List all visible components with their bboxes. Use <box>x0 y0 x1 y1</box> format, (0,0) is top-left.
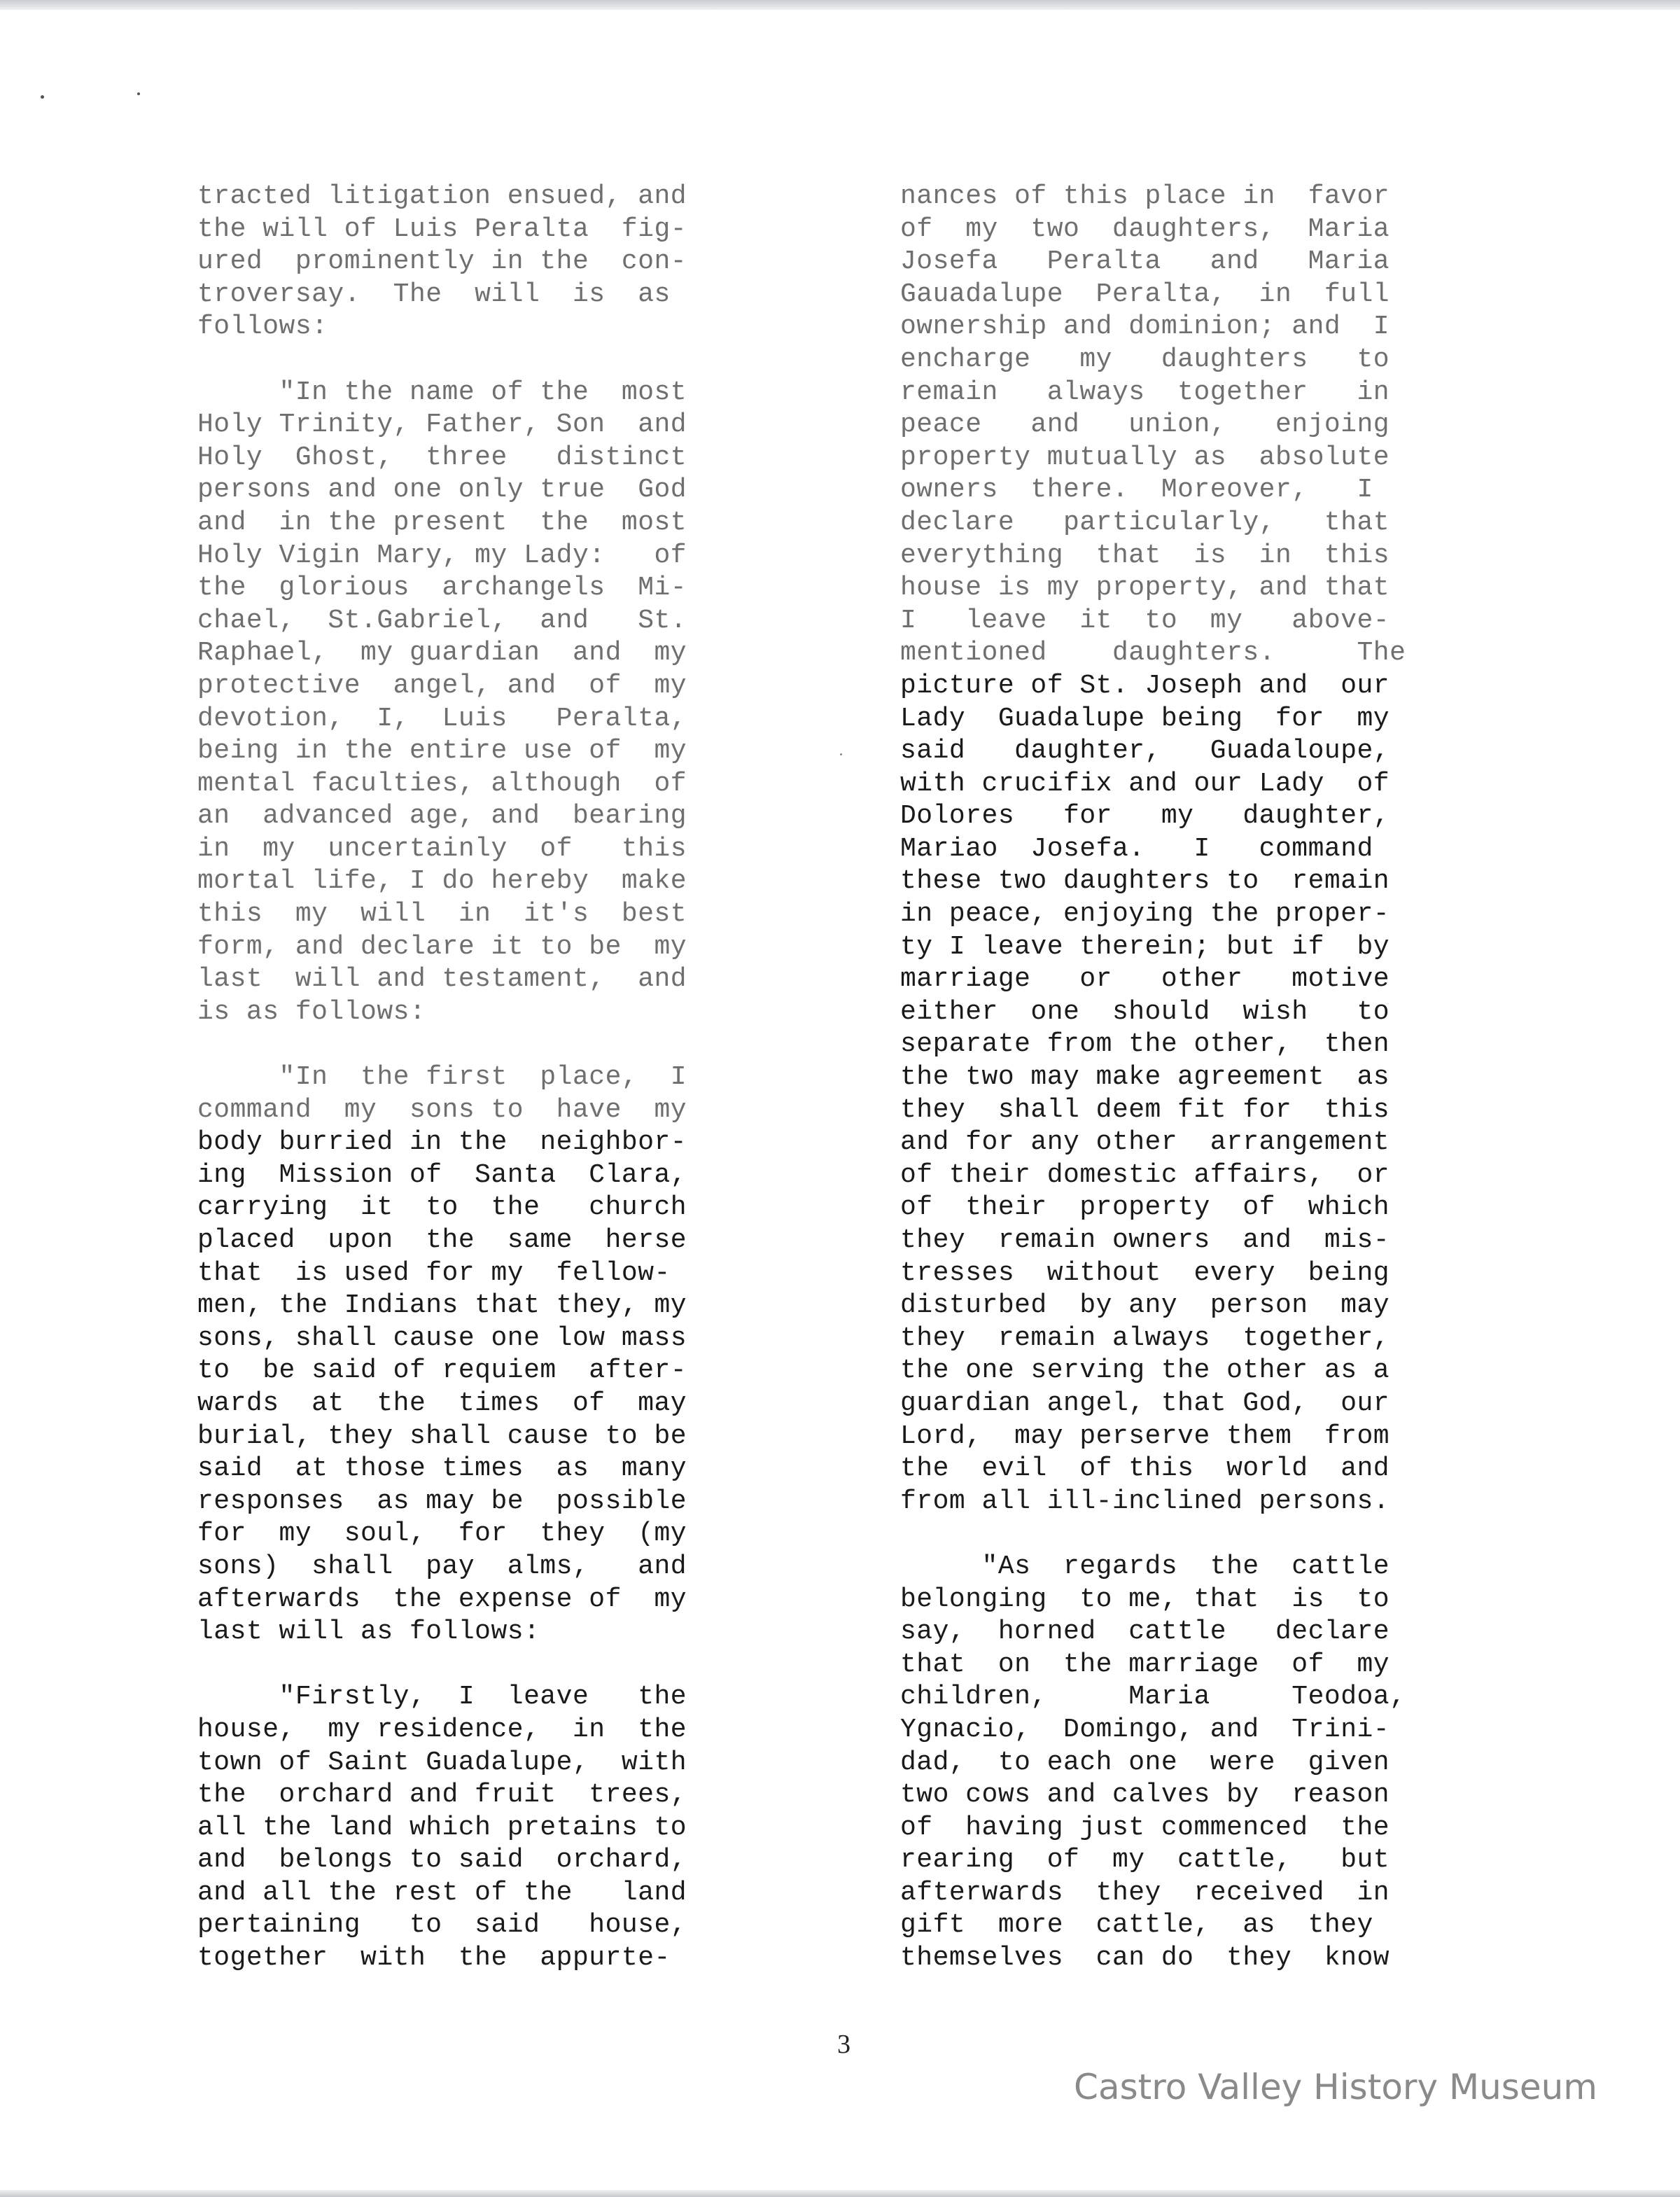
text-line: house, my residence, in the <box>197 1714 687 1745</box>
text-line: placed upon the same herse <box>197 1225 687 1255</box>
text-line: Lord, may perserve them from <box>900 1421 1390 1451</box>
text-line: "As regards the cattle <box>900 1551 1390 1582</box>
text-line: either one should wish to <box>900 996 1390 1027</box>
text-line: persons and one only true God <box>197 475 687 505</box>
text-line: devotion, I, Luis Peralta, <box>197 703 687 734</box>
text-line: last will and testament, and <box>197 964 687 995</box>
text-line: wards at the times of may <box>197 1388 687 1418</box>
text-line: said daughter, Guadaloupe, <box>900 736 1390 767</box>
text-line: "In the name of the most <box>197 377 687 407</box>
left-text-column <box>197 181 799 1975</box>
text-line: they remain owners and mis- <box>900 1225 1390 1255</box>
text-line: themselves can do they know <box>900 1943 1390 1974</box>
text-line: ured prominently in the con- <box>197 246 687 277</box>
text-line: last will as follows: <box>197 1617 540 1647</box>
text-line: and for any other arrangement <box>900 1127 1390 1158</box>
text-line: children, Maria Teodoa, <box>900 1682 1406 1713</box>
text-line: pertaining to said house, <box>197 1910 687 1941</box>
text-line: together with the appurte- <box>197 1943 671 1974</box>
text-line: Ygnacio, Domingo, and Trini- <box>900 1714 1390 1745</box>
text-line: ing Mission of Santa Clara, <box>197 1159 687 1190</box>
text-line: disturbed by any person may <box>900 1290 1390 1321</box>
text-line: Gauadalupe Peralta, in full <box>900 279 1390 309</box>
text-line: dad, to each one were given <box>900 1747 1390 1778</box>
paragraph-gap <box>197 1649 799 1682</box>
text-line: of my two daughters, Maria <box>900 214 1390 244</box>
text-line: of their property of which <box>900 1192 1390 1223</box>
text-line: remain always together in <box>900 377 1390 407</box>
text-line: they remain always together, <box>900 1323 1390 1353</box>
text-line: declare particularly, that <box>900 507 1390 538</box>
right-text-column <box>900 181 1502 1975</box>
text-line: nances of this place in favor <box>900 181 1390 211</box>
page-number: 3 <box>837 2030 850 2059</box>
text-line: responses as may be possible <box>197 1486 687 1516</box>
text-line: afterwards they received in <box>900 1877 1390 1908</box>
text-line: in my uncertainly of this <box>197 833 687 864</box>
text-line: that on the marriage of my <box>900 1649 1390 1680</box>
text-line: Mariao Josefa. I command <box>900 833 1373 864</box>
text-line: burial, they shall cause to be <box>197 1421 687 1451</box>
text-line: and all the rest of the land <box>197 1877 687 1908</box>
text-line: rearing of my cattle, but <box>900 1845 1390 1876</box>
text-line: to be said of requiem after- <box>197 1355 687 1386</box>
text-line: guardian angel, that God, our <box>900 1388 1390 1418</box>
text-line: all the land which pretains to <box>197 1812 687 1843</box>
scan-speck <box>840 753 842 755</box>
text-line: I leave it to my above- <box>900 605 1390 636</box>
text-line: afterwards the expense of my <box>197 1584 687 1614</box>
text-line: carrying it to the church <box>197 1192 687 1223</box>
text-line: ownership and dominion; and I <box>900 312 1390 342</box>
text-line: of their domestic affairs, or <box>900 1159 1390 1190</box>
text-line: the two may make agreement as <box>900 1062 1390 1093</box>
text-line: gift more cattle, as they <box>900 1910 1373 1941</box>
text-line: these two daughters to remain <box>900 866 1390 897</box>
text-line: sons, shall cause one low mass <box>197 1323 687 1353</box>
text-line: tracted litigation ensued, and <box>197 181 687 211</box>
text-line: in peace, enjoying the proper- <box>900 899 1390 930</box>
text-line: chael, St.Gabriel, and St. <box>197 605 687 636</box>
paragraph-gap <box>900 1518 1502 1551</box>
text-line: Holy Trinity, Father, Son and <box>197 410 687 440</box>
text-line: property mutually as absolute <box>900 442 1390 473</box>
scan-speck <box>137 92 140 95</box>
text-line: body burried in the neighbor- <box>197 1127 687 1158</box>
scan-bottom-edge <box>0 2190 1680 2197</box>
text-line: Josefa Peralta and Maria <box>900 246 1390 277</box>
text-line: owners there. Moreover, I <box>900 475 1373 505</box>
paragraph-gap <box>197 1028 799 1061</box>
text-line: marriage or other motive <box>900 964 1390 995</box>
text-line: is as follows: <box>197 996 426 1027</box>
text-line: "Firstly, I leave the <box>197 1682 687 1713</box>
scan-speck <box>41 95 44 99</box>
text-line: ty I leave therein; but if by <box>900 931 1390 962</box>
text-line: troversay. The will is as <box>197 279 671 309</box>
scan-top-edge <box>0 0 1680 10</box>
text-line: Raphael, my guardian and my <box>197 638 687 669</box>
text-line: "In the first place, I <box>197 1062 687 1093</box>
text-line: the glorious archangels Mi- <box>197 573 687 604</box>
text-line: picture of St. Joseph and our <box>900 670 1390 701</box>
text-line: with crucifix and our Lady of <box>900 768 1390 799</box>
text-line: follows: <box>197 312 328 342</box>
text-line: town of Saint Guadalupe, with <box>197 1747 687 1778</box>
text-line: separate from the other, then <box>900 1029 1390 1060</box>
text-line: the evil of this world and <box>900 1453 1390 1484</box>
text-line: Lady Guadalupe being for my <box>900 703 1390 734</box>
text-line: belonging to me, that is to <box>900 1584 1390 1614</box>
text-line: and belongs to said orchard, <box>197 1845 687 1876</box>
text-line: the one serving the other as a <box>900 1355 1390 1386</box>
text-line: mental faculties, although of <box>197 768 687 799</box>
text-line: sons) shall pay alms, and <box>197 1551 687 1582</box>
text-line: form, and declare it to be my <box>197 931 687 962</box>
text-line: said at those times as many <box>197 1453 687 1484</box>
text-line: being in the entire use of my <box>197 736 687 767</box>
text-line: everything that is in this <box>900 540 1390 571</box>
text-line: Holy Ghost, three distinct <box>197 442 687 473</box>
text-line: say, horned cattle declare <box>900 1617 1390 1647</box>
text-line: protective angel, and of my <box>197 670 687 701</box>
text-line: that is used for my fellow- <box>197 1257 671 1288</box>
text-line: Holy Vigin Mary, my Lady: of <box>197 540 687 571</box>
text-line: encharge my daughters to <box>900 344 1390 375</box>
text-line: Dolores for my daughter, <box>900 801 1390 832</box>
text-line: command my sons to have my <box>197 1094 687 1125</box>
text-line: house is my property, and that <box>900 573 1390 604</box>
text-line: peace and union, enjoing <box>900 410 1390 440</box>
text-line: mortal life, I do hereby make <box>197 866 687 897</box>
text-line: mentioned daughters. The <box>900 638 1406 669</box>
text-line: this my will in it's best <box>197 899 687 930</box>
paragraph-gap <box>197 344 799 377</box>
museum-watermark: Castro Valley History Museum <box>1074 2067 1597 2107</box>
text-line: men, the Indians that they, my <box>197 1290 687 1321</box>
text-line: from all ill-inclined persons. <box>900 1486 1390 1516</box>
text-line: two cows and calves by reason <box>900 1780 1390 1811</box>
text-line: the will of Luis Peralta fig- <box>197 214 687 244</box>
text-line: and in the present the most <box>197 507 687 538</box>
text-line: of having just commenced the <box>900 1812 1390 1843</box>
text-line: the orchard and fruit trees, <box>197 1780 687 1811</box>
text-line: an advanced age, and bearing <box>197 801 687 832</box>
text-line: they shall deem fit for this <box>900 1094 1390 1125</box>
text-line: tresses without every being <box>900 1257 1390 1288</box>
text-line: for my soul, for they (my <box>197 1519 687 1549</box>
